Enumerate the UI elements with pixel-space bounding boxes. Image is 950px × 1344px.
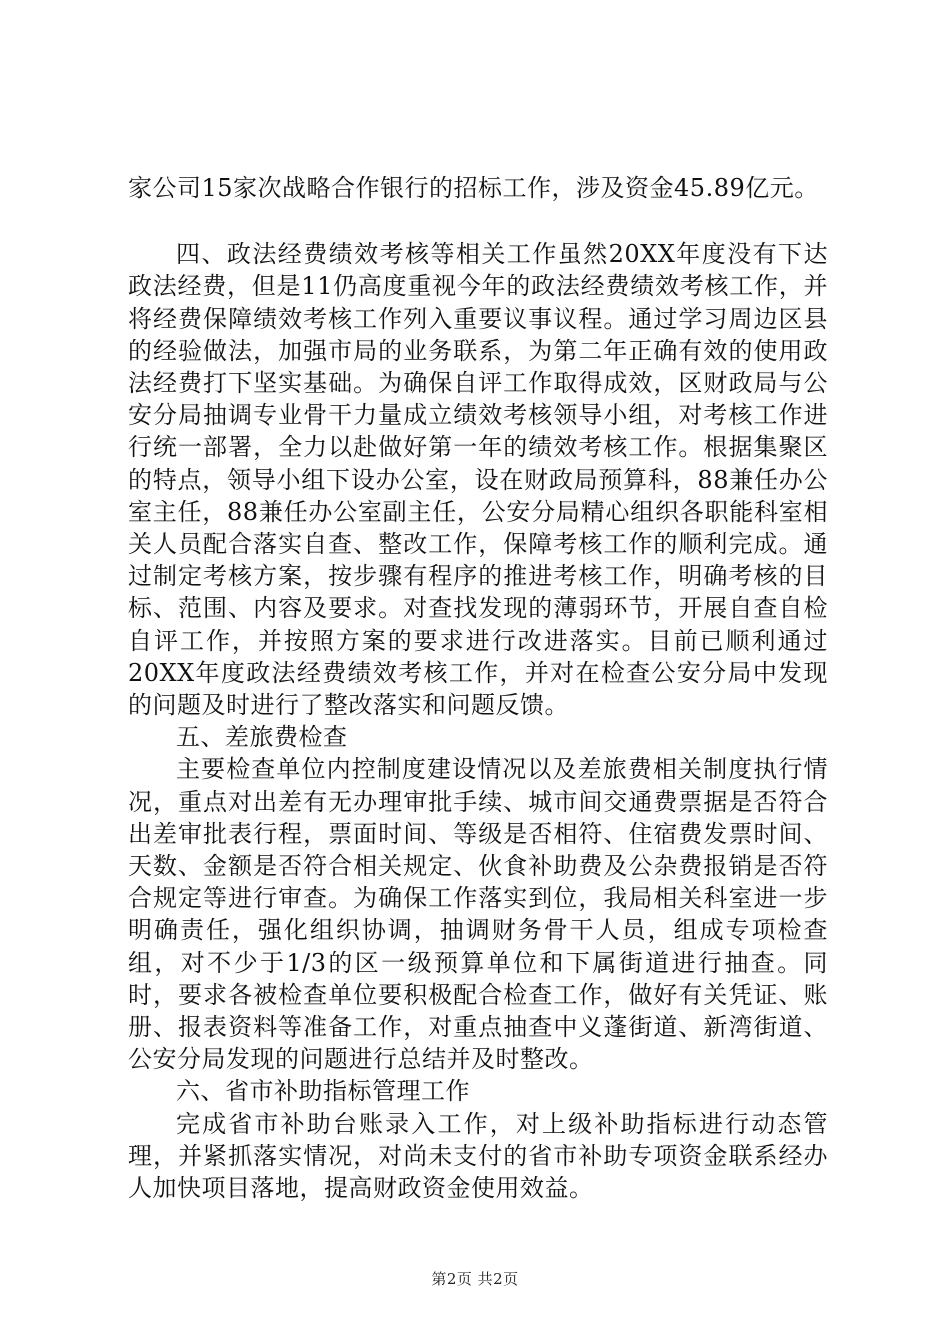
paragraph-spacer <box>128 204 828 238</box>
document-body <box>128 172 828 1204</box>
heading-section-five: 五、差旅费检查 <box>176 723 348 752</box>
heading-section-six: 六、省市补助指标管理工作 <box>176 1077 470 1106</box>
page-footer: 第2页 共2页 <box>431 1270 519 1288</box>
paragraph-section-five: 主要检查单位内控制度建设情况以及差旅费相关制度执行情况，重点对出差有无办理审批手续、城市间交通费票据是否符合出差审批表行程，票面时间、等级是否相符、住宿费发票时间、天数、金额是否符合相关规定、伙食补助费及公杂费报销是否符合规定等进行审查。为确保工作落实到位，我局相关科室进一步明确责任，强化组织协调，抽调财务骨干人员，组成专项检查组，对不少于1/3的区一级预算单位和下属街道进行抽查。同时，要求各被检查单位要积极配合检查工作，做好有关凭证、账册、报表资料等准备工作，对重点抽查中义蓬街道、新湾街道、公安分局发现的问题进行总结并及时整改。 <box>128 755 828 1074</box>
paragraph-section-four: 四、政法经费绩效考核等相关工作虽然20XX年度没有下达政法经费，但是11仍高度重视今年的政法经费绩效考核工作，并将经费保障绩效考核工作列入重要议事议程。通过学习周边区县的经验做法，加强市局的业务联系，为第二年正确有效的使用政法经费打下坚实基础。为确保自评工作取得成效，区财政局与公安分局抽调专业骨干力量成立绩效考核领导小组，对考核工作进行统一部署，全力以赴做好第一年的绩效考核工作。根据集聚区的特点，领导小组下设办公室，设在财政局预算科，88兼任办公室主任，88兼任办公室副主任，公安分局精心组织各职能科室相关人员配合落实自查、整改工作，保障考核工作的顺利完成。通过制定考核方案，按步骤有程序的推进考核工作，明确考核的目标、范围、内容及要求。对查找发现的薄弱环节，开展自查自检自评工作，并按照方案的要求进行改进落实。目前已顺利通过20XX年度政法经费绩效考核工作，并对在检查公安分局中发现的问题及时进行了整改落实和问题反馈。 <box>128 240 828 720</box>
paragraph-continuation: 家公司15家次战略合作银行的招标工作，涉及资金45.89亿元。 <box>128 174 819 202</box>
paragraph-section-six: 完成省市补助台账录入工作，对上级补助指标进行动态管理，并紧抓落实情况，对尚未支付的省市补助专项资金联系经办人加快项目落地，提高财政资金使用效益。 <box>128 1109 828 1203</box>
